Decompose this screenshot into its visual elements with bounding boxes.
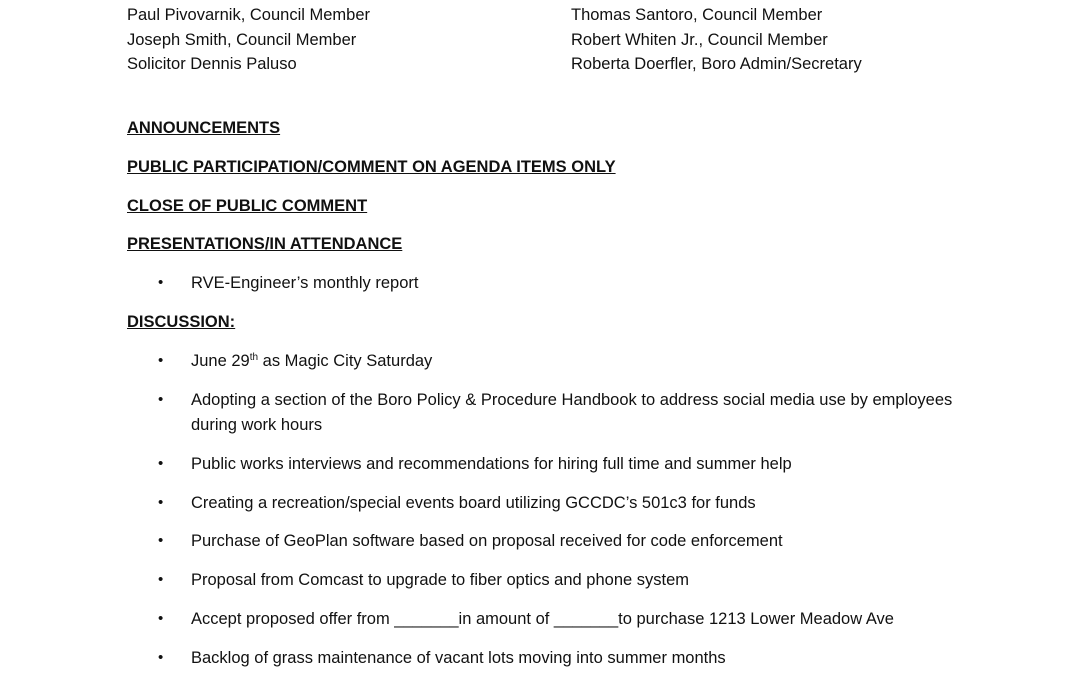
list-item-text: Public works interviews and recommendations for hiring full time and summer help	[191, 455, 792, 473]
attendee-name: Solicitor Dennis Paluso	[127, 55, 297, 73]
list-item-text: Purchase of GeoPlan software based on proposal received for code enforcement	[191, 532, 783, 550]
bullet-icon: •	[158, 352, 164, 369]
attendee-name: Paul Pivovarnik, Council Member	[127, 6, 371, 24]
bullet-icon: •	[158, 532, 164, 549]
attendee-name: Joseph Smith, Council Member	[127, 30, 357, 49]
list-item-text: RVE-Engineer’s monthly report	[191, 274, 419, 292]
list-item-text: Accept proposed offer from _______in amount of _______to purchase 1213 Lower Meadow Ave	[191, 610, 894, 628]
attendee-name: Roberta Doerfler, Boro Admin/Secretary	[571, 55, 862, 73]
list-item-text: Adopting a section of the Boro Policy & Procedure Handbook to address social media use by employees during work hours	[191, 391, 953, 434]
heading-close-public-comment: CLOSE OF PUBLIC COMMENT	[127, 197, 368, 215]
bullet-icon: •	[158, 391, 164, 408]
list-item-text: Creating a recreation/special events board utilizing GCCDC’s 501c3 for funds	[191, 494, 756, 512]
attendee-name: Robert Whiten Jr., Council Member	[571, 30, 828, 49]
heading-announcements: ANNOUNCEMENTS	[127, 119, 281, 137]
bullet-icon: •	[158, 494, 164, 511]
list-item-text: Proposal from Comcast to upgrade to fiber optics and phone system	[191, 571, 690, 589]
attendee-list	[127, 4, 947, 78]
attendee-name: Thomas Santoro, Council Member	[571, 6, 823, 24]
heading-discussion: DISCUSSION:	[127, 313, 236, 331]
list-item-text: Backlog of grass maintenance of vacant lots moving into summer months	[191, 649, 726, 667]
list-item-text: June 29th as Magic City Saturday	[191, 352, 433, 370]
heading-presentations: PRESENTATIONS/IN ATTENDANCE	[127, 235, 403, 253]
bullet-icon: •	[158, 571, 164, 588]
bullet-icon: •	[158, 455, 164, 472]
attendee-row	[127, 29, 947, 54]
bullet-icon: •	[158, 274, 164, 291]
bullet-icon: •	[158, 610, 164, 627]
heading-public-participation: PUBLIC PARTICIPATION/COMMENT ON AGENDA ITEMS ONLY	[127, 158, 616, 176]
bullet-icon: •	[158, 649, 164, 666]
attendee-row	[127, 53, 947, 78]
attendee-row	[127, 4, 947, 29]
